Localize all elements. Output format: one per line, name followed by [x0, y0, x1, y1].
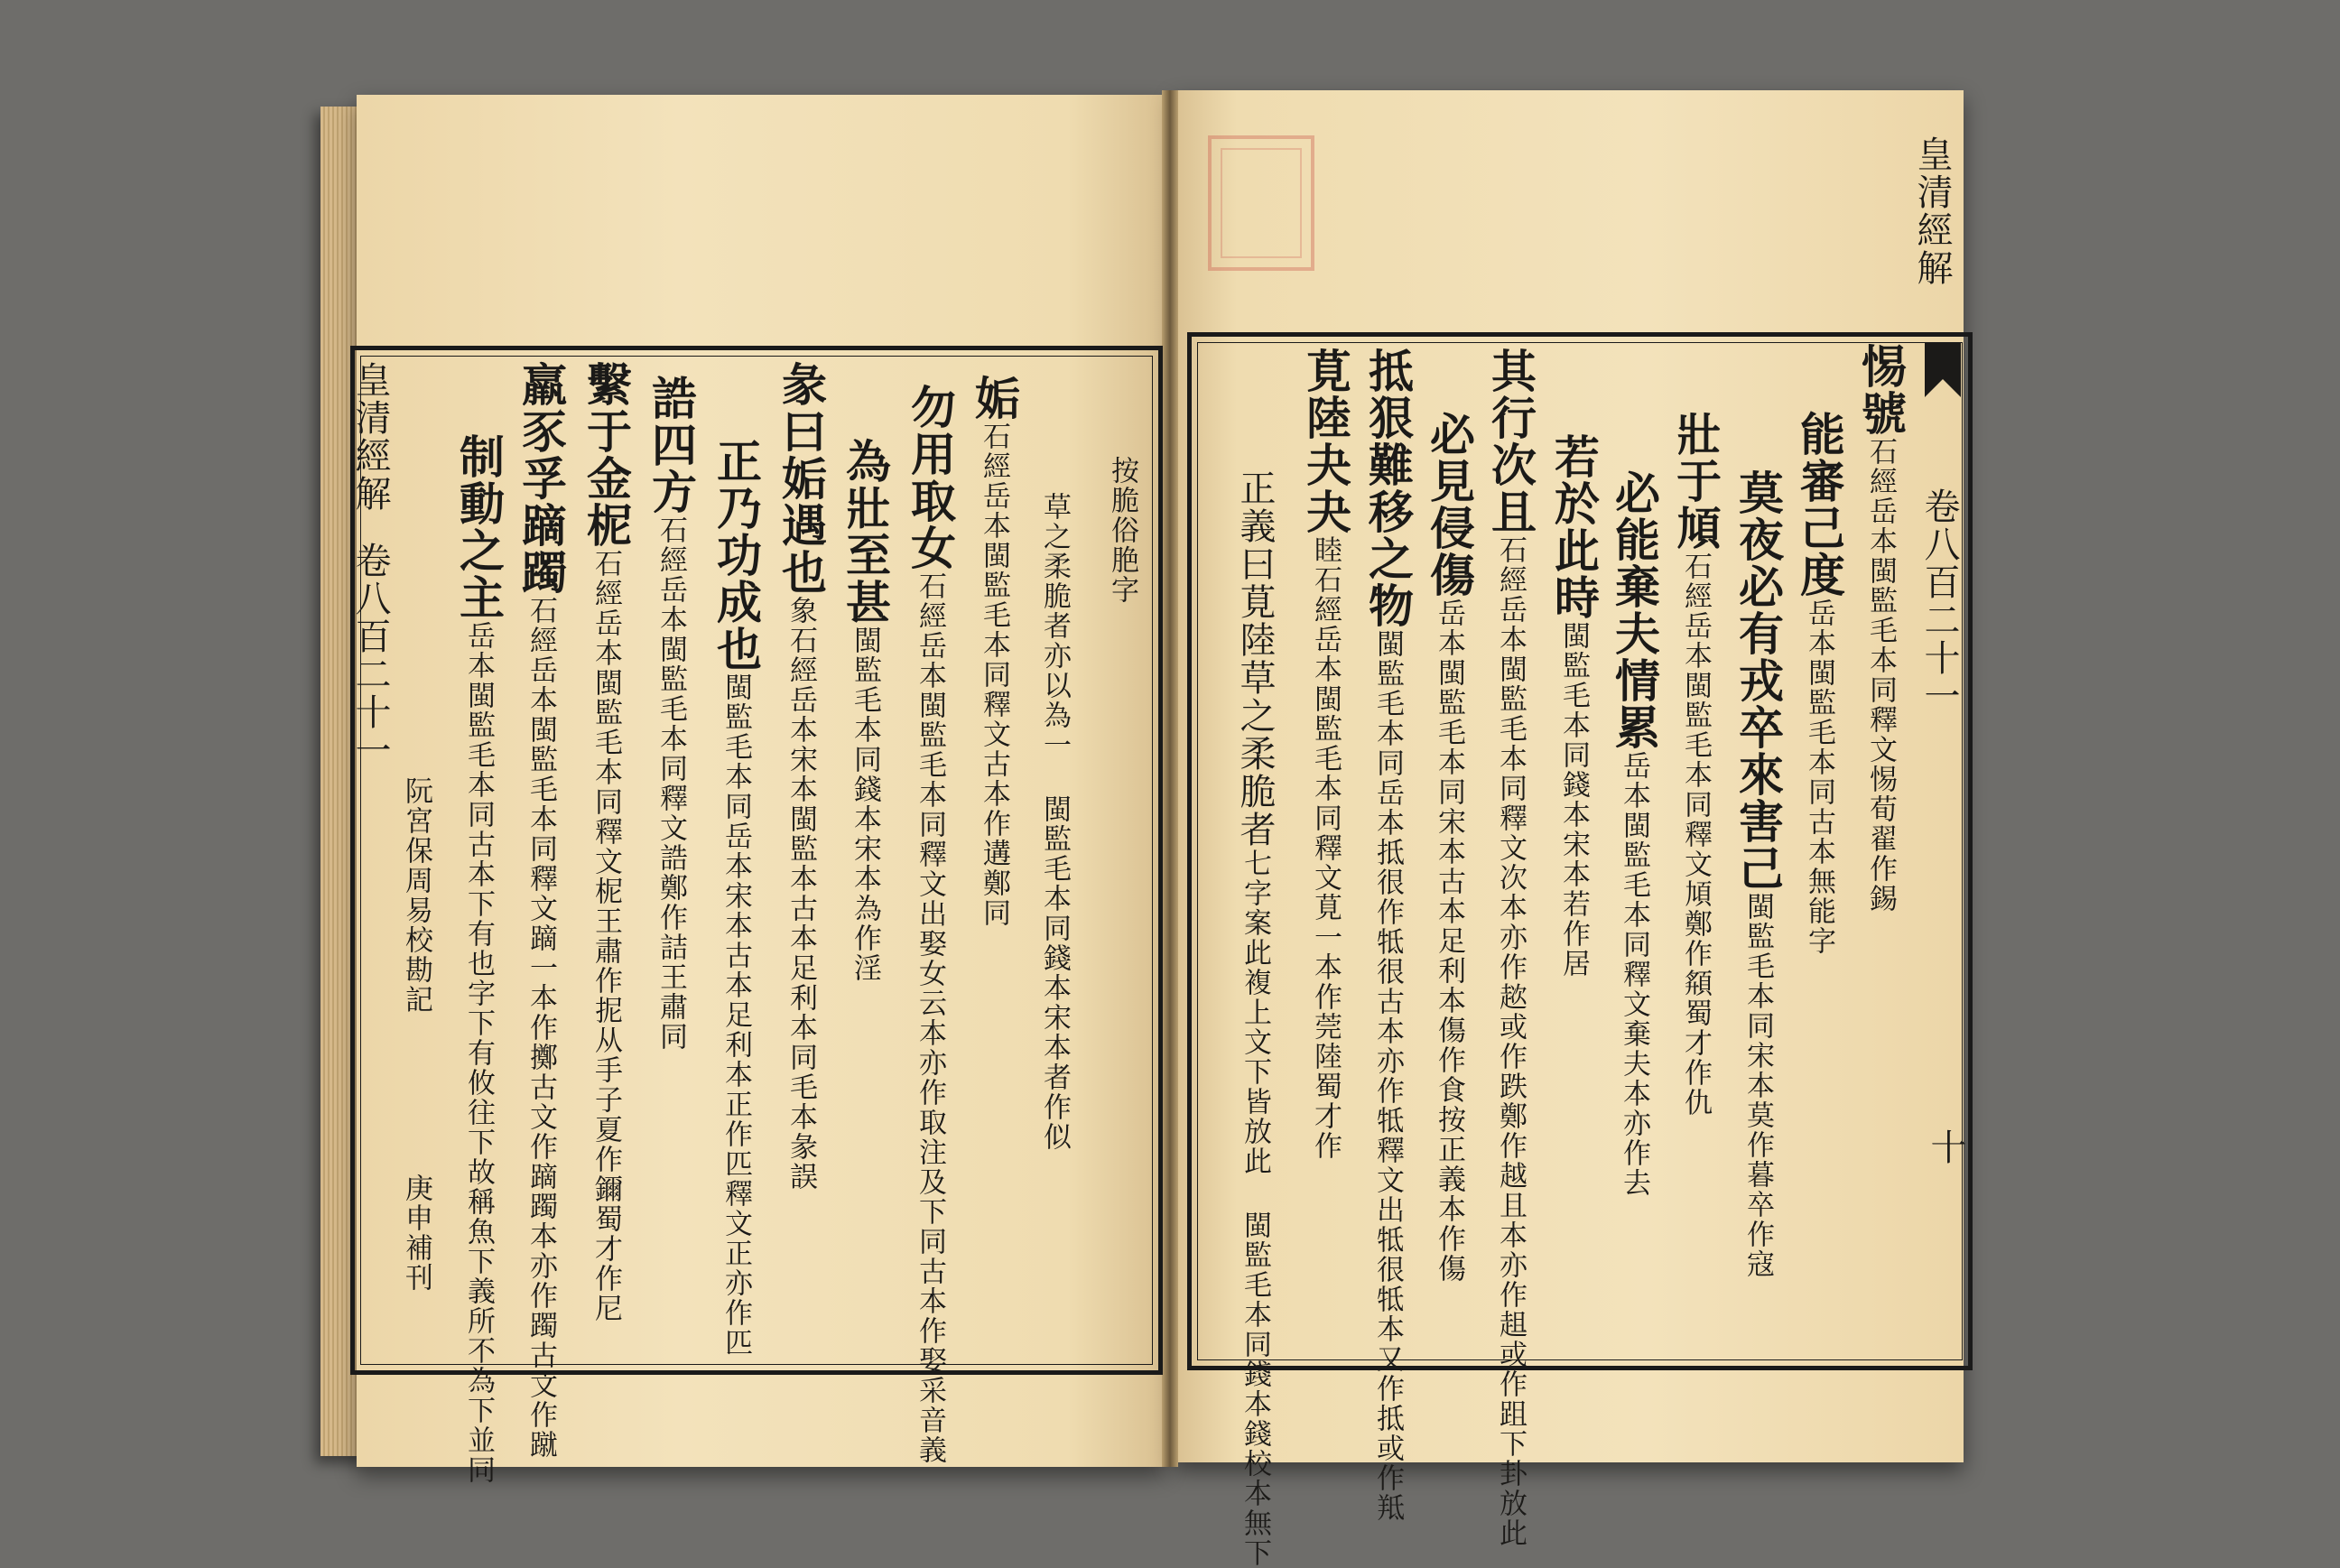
right-column-5: 必能棄夫情累岳本閩監毛本同釋文棄夫本亦作去	[1608, 469, 1661, 1198]
right-column-3: 莫夜必有戎卒來害己閩監毛本同宋本莫作暮卒作寇	[1732, 469, 1785, 1279]
left-column-2: 草之柔脆者亦以為一 閩監毛本同錢本宋本者作似	[1038, 492, 1071, 1152]
right-margin-title: 皇清經解	[1911, 135, 1953, 287]
left-column-1: 按脆俗脃字	[1106, 456, 1138, 605]
left-column-9: 繫于金柅石經岳本閩監毛本同釋文柅王肅作抳从手子夏作鑈蜀才作尼	[580, 361, 633, 1323]
left-column-3: 姤石經岳本閩監毛本同釋文古本作遘鄭同	[968, 375, 1021, 928]
right-column-1: 惕號石經岳本閩監毛本同釋文惕荀翟作錫	[1854, 343, 1908, 914]
right-column-11: 正義曰莧陸草之柔脆者七字案此複上文下皆放此 閩監毛本同錢本錢校本無下	[1234, 469, 1276, 1568]
right-column-4: 壯于頄石經岳本閩監毛本同釋文頄鄭作頯蜀才作仇	[1669, 411, 1722, 1118]
right-margin-leaf: 十	[1925, 1128, 1966, 1166]
left-column-10: 羸豕孚蹢躅石經岳本閩監毛本同釋文蹢一本作擲古文作蹢躅本亦作躅古文作蹴	[515, 361, 568, 1460]
fish-tail-mark-icon	[1925, 343, 1961, 397]
left-column-11: 制動之主岳本閩監毛本同古本下有也字下有攸往下故稱魚下義所不為下並同	[452, 433, 506, 1485]
red-seal-stamp	[1208, 135, 1314, 271]
right-column-2: 能審己度岳本閩監毛本同古本無能字	[1793, 411, 1846, 956]
right-column-6: 若於此時閩監毛本同錢本宋本若作居	[1547, 433, 1601, 979]
right-column-9: 抵狠難移之物閩監毛本同岳本抵很作牴很古本亦作牴釋文出牴很牴本又作抵或作羝	[1361, 348, 1415, 1523]
left-column-4: 勿用取女石經岳本閩監毛本同釋文出娶女云本亦作取注及下同古本作娶采音義	[904, 384, 957, 1465]
left-column-5: 為壯至甚閩監毛本同錢本宋本為作淫	[839, 438, 892, 983]
left-column-6: 彖曰姤遇也象石經岳本宋本閩監本古本足利本同毛本彖誤	[775, 361, 828, 1192]
right-column-7: 其行次且石經岳本閩監毛本同釋文次本亦作趑或作跌鄭作越且本亦作趄或作跙下卦放此	[1484, 348, 1537, 1548]
left-margin-title: 皇清經解	[349, 361, 391, 513]
right-margin-volume: 卷八百二十一	[1918, 487, 1960, 715]
left-margin-volume: 卷八百二十一	[349, 542, 391, 769]
right-column-8: 必見侵傷岳本閩監毛本同宋本古本足利本傷作食按正義本作傷	[1423, 411, 1476, 1284]
left-margin-book: 阮宮保周易校勘記	[400, 776, 432, 1015]
right-column-10: 莧陸夬夬睦石經岳本閩監毛本同釋文莧一本作莞陸蜀才作	[1299, 348, 1352, 1161]
left-column-7: 正乃功成也閩監毛本同岳本宋本古本足利本正作匹釋文正亦作匹	[710, 438, 763, 1358]
left-column-8: 誥四方石經岳本閩監毛本同釋文誥鄭作詰王肅同	[645, 375, 698, 1052]
left-margin-edition: 庚申補刊	[400, 1174, 432, 1293]
book-spine	[1162, 90, 1178, 1467]
